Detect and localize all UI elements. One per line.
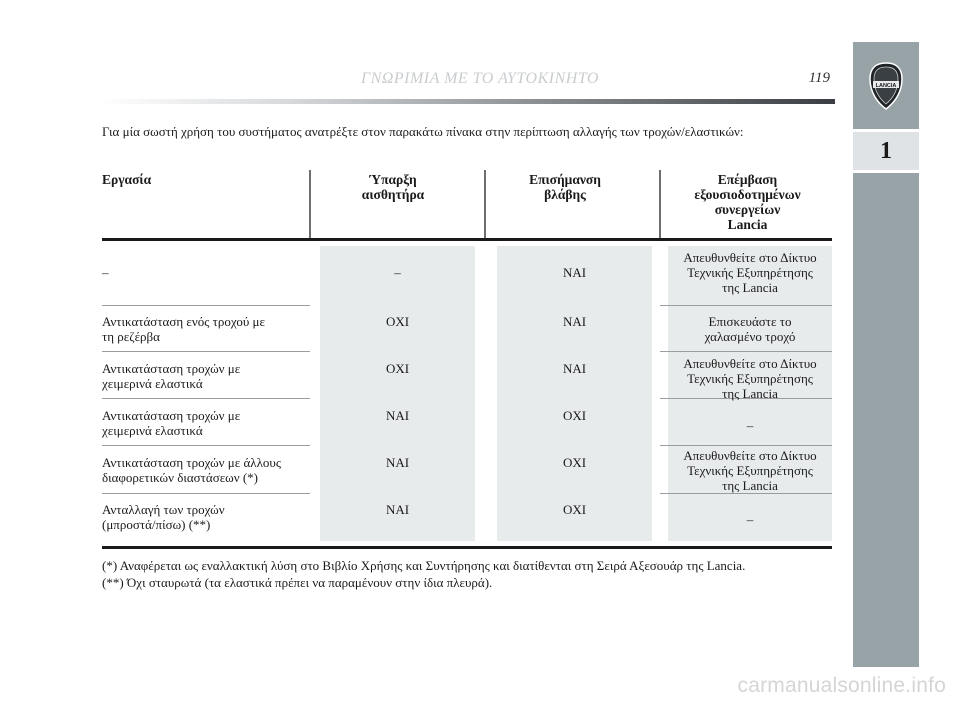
watermark-text: carmanualsonline.info	[737, 674, 946, 697]
row-separator	[660, 493, 832, 494]
table-cell-task: Αντικατάσταση τροχών με άλλους διαφορετικών διαστάσεων (*)	[102, 455, 281, 485]
header-rule	[100, 99, 835, 104]
table-cell-task: –	[102, 265, 109, 280]
row-separator	[660, 445, 832, 446]
row-separator	[660, 305, 832, 306]
table-cell-service: Απευθυνθείτε στο Δίκτυο Τεχνικής Εξυπηρέτησης της Lancia	[683, 250, 817, 295]
chapter-number[interactable]: 1	[853, 132, 919, 170]
table-cell-task: Ανταλλαγή των τροχών (μπροστά/πίσω) (**)	[102, 502, 225, 532]
footnote-1: (*) Αναφέρεται ως εναλλακτική λύση στο Βιβλίο Χρήσης και Συντήρησης και διατίθενται στη Σειρά Αξεσουάρ της Lancia.	[102, 558, 746, 573]
row-separator	[102, 351, 310, 352]
sensor-column-bg	[320, 246, 475, 541]
row-separator	[102, 445, 310, 446]
header-service: Επέμβαση εξουσιοδοτημένων συνεργείων Lancia	[694, 172, 801, 232]
column-divider	[484, 170, 486, 238]
table-cell-sensor: ΟΧΙ	[385, 314, 410, 329]
fault-column-bg	[497, 246, 652, 541]
row-separator	[660, 351, 832, 352]
column-divider	[309, 170, 311, 238]
svg-text:LANCIA: LANCIA	[875, 83, 897, 89]
table-cell-task: Αντικατάσταση ενός τροχού με τη ρεζέρβα	[102, 314, 265, 344]
page-number: 119	[808, 70, 830, 86]
table-cell-service: Επισκευάστε το χαλασμένο τροχό	[704, 314, 796, 344]
row-separator	[102, 398, 310, 399]
table-cell-sensor: ΟΧΙ	[385, 361, 410, 376]
header-sensor: Ύπαρξη αισθητήρα	[361, 172, 425, 202]
row-separator	[102, 493, 310, 494]
table-cell-sensor: ΝΑΙ	[385, 408, 410, 423]
table-cell-fault: ΟΧΙ	[562, 502, 587, 517]
table-cell-service: –	[746, 512, 754, 527]
page-header-title: ΓΝΩΡΙΜΙΑ ΜΕ ΤΟ ΑΥΤΟΚΙΝΗΤΟ	[361, 70, 599, 87]
table-cell-fault: ΝΑΙ	[562, 314, 587, 329]
intro-paragraph: Για μία σωστή χρήση του συστήματος ανατρέξτε στον παρακάτω πίνακα στην περίπτωση αλλαγής των τροχών/ελαστικών:	[102, 124, 744, 139]
header-fault: Επισήμανση βλάβης	[529, 172, 601, 202]
table-cell-sensor: ΝΑΙ	[385, 455, 410, 470]
table-cell-sensor: –	[394, 265, 401, 280]
table-cell-sensor: ΝΑΙ	[385, 502, 410, 517]
table-cell-fault: ΝΑΙ	[562, 265, 587, 280]
lancia-shield-icon	[867, 61, 905, 111]
table-cell-task: Αντικατάσταση τροχών με χειμερινά ελαστικά	[102, 361, 241, 391]
table-bottom-rule	[102, 546, 832, 549]
table-cell-service: Απευθυνθείτε στο Δίκτυο Τεχνικής Εξυπηρέτησης της Lancia	[683, 356, 817, 401]
table-cell-fault: ΟΧΙ	[562, 455, 587, 470]
table-cell-fault: ΟΧΙ	[562, 408, 587, 423]
table-cell-fault: ΝΑΙ	[562, 361, 587, 376]
brand-logo	[853, 42, 919, 130]
table-cell-service: –	[746, 418, 754, 433]
column-divider	[659, 170, 661, 238]
row-separator	[102, 305, 310, 306]
table-cell-service: Απευθυνθείτε στο Δίκτυο Τεχνικής Εξυπηρέτησης της Lancia	[683, 448, 817, 493]
header-task: Εργασία	[102, 172, 152, 187]
table-top-rule	[102, 238, 832, 241]
side-tab-divider	[853, 170, 919, 173]
table-cell-task: Αντικατάσταση τροχών με χειμερινά ελαστικά	[102, 408, 241, 438]
footnote-2: (**) Όχι σταυρωτά (τα ελαστικά πρέπει να παραμένουν στην ίδια πλευρά).	[102, 575, 493, 590]
